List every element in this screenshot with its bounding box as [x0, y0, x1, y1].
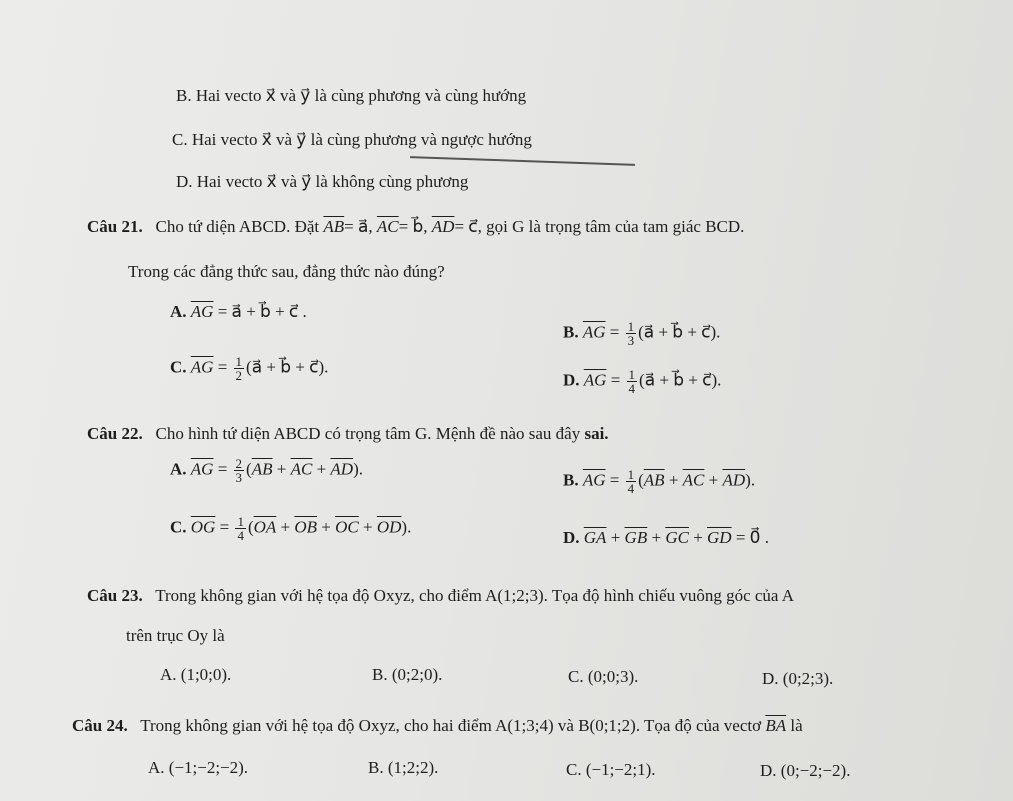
q22-option-c: C. $\overline{OG}$ = $\frac{1}{4}$ $(\overline{OA} + \overline{OB} + \overline{OC} + \overline{OD})$.: [170, 514, 412, 543]
q23-option-c: C. (0;0;3).: [568, 667, 639, 686]
q21-option-d: D. $\overline{AG}$ = $\frac{1}{4}$ (a⃗ + b⃗ + c⃗).: [563, 367, 722, 396]
question-23-text-b: A(1;2;3). Tọa độ hình chiếu vuông góc của A: [485, 586, 795, 605]
q22-option-d: D. $\overline{GA} + \overline{GB} + \overline{GC} + \overline{GD}$ = 0⃗ .: [563, 528, 769, 547]
q21-option-c-fraction: $\frac{1}{2}$: [235, 354, 243, 383]
question-22-emphasis: sai.: [584, 424, 609, 443]
question-21-label: Câu 21.: [87, 217, 143, 236]
q23-option-d: D. (0;2;3).: [762, 669, 834, 688]
q22-option-a: A. $\overline{AG}$ = $\frac{2}{3}$ $(\overline{AB} + \overline{AC} + \overline{AD})$.: [170, 456, 364, 485]
question-24-stem: [72, 716, 803, 736]
question-24-text: Trong không gian với hệ tọa độ Oxyz, cho hai điểm A(1;3;4) và B(0;1;2). Tọa độ của vectơ: [140, 716, 762, 735]
question-21-stem: Câu 21. Cho tứ diện ABCD. Đặt $\overline{AB}=$ a⃗, $\overline{AC}=$ b⃗, $\overline{AD}=$ c⃗, gọi G là trọng tâm của tam giác BCD.: [87, 217, 745, 236]
q22-option-a-fraction: $\frac{2}{3}$: [235, 456, 243, 485]
q21-option-c-text: (a⃗ + b⃗ + c⃗).: [246, 357, 329, 377]
q21-option-c: C. $\overline{AG}$ = $\frac{1}{2}$ (a⃗ + b⃗ + c⃗).: [170, 354, 329, 383]
question-24-vector: $\overline{BA}$: [765, 716, 787, 735]
q24-option-c: C. (−1;−2;1).: [566, 760, 656, 779]
q22-option-c-fraction: $\frac{1}{4}$: [237, 514, 244, 543]
q24-option-a: A. (−1;−2;−2).: [148, 758, 249, 777]
q24-option-b: B. (1;2;2).: [368, 758, 439, 777]
q21-option-a-text: = a⃗ + b⃗ + c⃗ .: [217, 302, 307, 321]
q22-option-c-label: C.: [170, 517, 187, 537]
q21-option-c-label: C.: [170, 357, 187, 377]
option-d-prev: D. Hai vecto x⃗ và y⃗ là không cùng phương: [176, 172, 469, 191]
q21-option-b-label: B.: [563, 322, 579, 342]
question-22-label: Câu 22.: [87, 424, 143, 443]
option-c-prev: C. Hai vecto x⃗ và y⃗ là cùng phương và ngược hướng: [172, 130, 532, 149]
q22-option-d-tail: = 0⃗ .: [735, 528, 769, 547]
question-23-text-a: Trong không gian với hệ tọa độ Oxyz, cho điểm: [155, 586, 482, 605]
question-22-stem: [87, 424, 609, 444]
question-21-text-b: = a⃗,: [344, 217, 373, 236]
q21-option-b-text: (a⃗ + b⃗ + c⃗).: [638, 322, 721, 342]
question-21-text-c: = b⃗,: [398, 217, 428, 236]
q21-option-b: B. $\overline{AG}$ = $\frac{1}{3}$ (a⃗ + b⃗ + c⃗).: [563, 319, 721, 348]
q21-option-a-label: A.: [170, 302, 187, 321]
q21-option-b-fraction: $\frac{1}{3}$: [627, 319, 635, 348]
question-24-tail: là: [790, 716, 803, 735]
q23-option-b: B. (0;2;0).: [372, 665, 443, 684]
q21-option-d-fraction: $\frac{1}{4}$: [628, 367, 636, 396]
q22-option-b: B. $\overline{AG}$ = $\frac{1}{4}$ $(\overline{AB} + \overline{AC} + \overline{AD})$.: [563, 467, 756, 496]
q22-option-b-label: B.: [563, 470, 579, 490]
q21-option-a: A. $\overline{AG}$ = a⃗ + b⃗ + c⃗ .: [170, 302, 307, 321]
q21-option-d-label: D.: [563, 370, 580, 390]
q22-option-b-fraction: $\frac{1}{4}$: [627, 467, 635, 496]
question-21-prompt: Trong các đẳng thức sau, đẳng thức nào đúng?: [128, 262, 445, 281]
q22-option-a-label: A.: [170, 459, 187, 479]
q22-option-d-label: D.: [563, 528, 580, 547]
q24-option-d: D. (0;−2;−2).: [760, 761, 851, 780]
question-24-label: Câu 24.: [72, 716, 128, 735]
option-b-prev: B. Hai vecto x⃗ và y⃗ là cùng phương và cùng hướng: [176, 86, 527, 105]
question-21-text-a: Cho tứ diện ABCD. Đặt: [155, 217, 320, 236]
q21-option-d-text: (a⃗ + b⃗ + c⃗).: [639, 370, 722, 390]
handwritten-underline: [410, 156, 635, 166]
q23-option-a: A. (1;0;0).: [160, 665, 232, 684]
question-23-label: Câu 23.: [87, 586, 143, 605]
question-22-text: Cho hình tứ diện ABCD có trọng tâm G. Mệnh đề nào sau đây: [155, 424, 581, 443]
question-23-stem: [87, 586, 794, 606]
question-21-text-d: = c⃗, gọi G là trọng tâm của tam giác BCD.: [454, 217, 745, 236]
question-23-text-2: trên trục Oy là: [126, 626, 225, 645]
